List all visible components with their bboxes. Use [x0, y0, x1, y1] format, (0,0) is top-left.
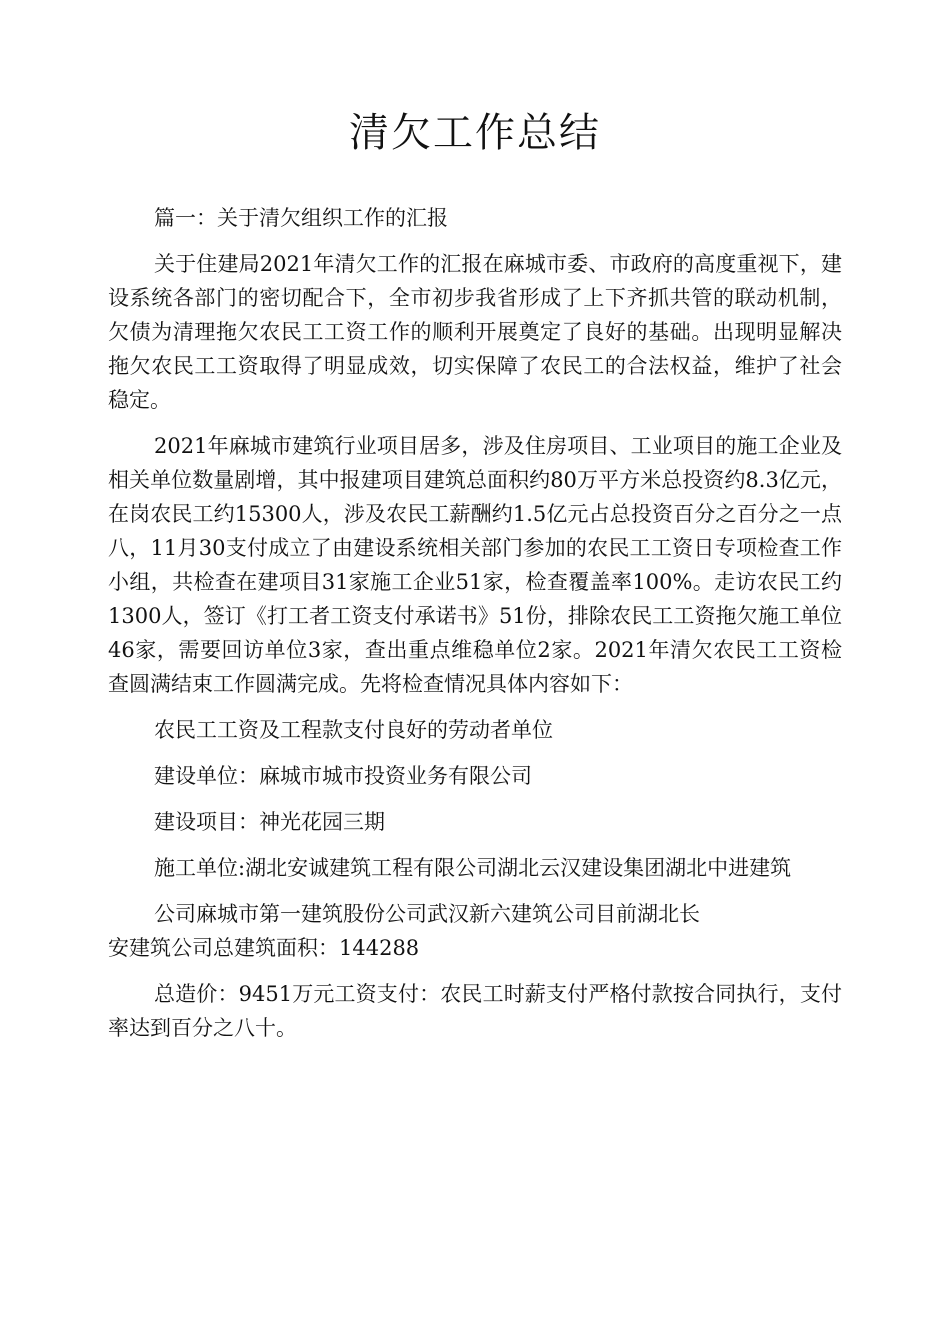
body-paragraph-intro: 关于住建局2021年清欠工作的汇报在麻城市委、市政府的高度重视下，建设系统各部门的密切配合下，全市初步我省形成了上下齐抓共管的联动机制，欠债为清理拖欠农民工工资工作的顺利开展奠定了良好的基础。出现明显解决拖欠农民工工资取得了明显成效，切实保障了农民工的合法权益，维护了社会稳定。 [108, 252, 842, 412]
contractor-continuation-line: 公司麻城市第一建筑股份公司武汉新六建筑公司目前湖北长 [154, 902, 700, 926]
contractor-line: 施工单位:湖北安诚建筑工程有限公司湖北云汉建设集团湖北中进建筑 [154, 856, 792, 880]
construction-project-line: 建设项目：神光花园三期 [154, 810, 385, 834]
total-area-line: 安建筑公司总建筑面积：144288 [108, 936, 420, 960]
subheading-good-payers: 农民工工资及工程款支付良好的劳动者单位 [154, 718, 553, 742]
construction-unit-line: 建设单位：麻城市城市投资业务有限公司 [154, 764, 532, 788]
body-paragraph-statistics: 2021年麻城市建筑行业项目居多，涉及住房项目、工业项目的施工企业及相关单位数量剧增，其中报建项目建筑总面积约80万平方米总投资约8.3亿元，在岗农民工约15300人，涉及农民工薪酬约1.5亿元占总投资百分之百分之一点八，11月30支付成立了由建设系统相关部门参加的农民工工资日专项检查工作小组，共检查在建项目31家施工企业51家，检查覆盖率100%。走访农民工约1300人，签订《打工者工资支付承诺书》51份，排除农民工工资拖欠施工单位46家，需要回访单位3家，查出重点维稳单位2家。2021年清欠农民工工资检查圆满结束工作圆满完成。先将检查情况具体内容如下： [108, 434, 842, 696]
document-body [108, 201, 842, 1045]
section-heading: 篇一：关于清欠组织工作的汇报 [154, 206, 448, 230]
total-cost-line: 总造价：9451万元工资支付：农民工时薪支付严格付款按合同执行，支付率达到百分之八十。 [108, 982, 842, 1040]
document-title: 清欠工作总结 [349, 110, 601, 156]
